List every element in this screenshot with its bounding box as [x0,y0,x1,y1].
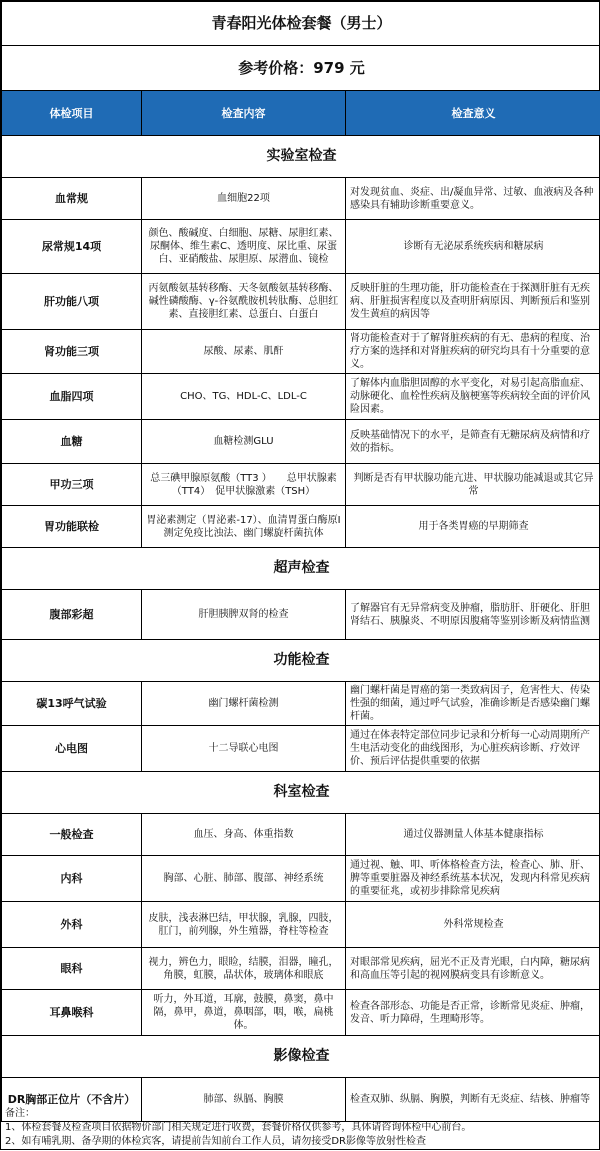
item-meaning: 用于各类胃癌的早期筛查 [346,506,600,548]
table-row [2,506,600,548]
package-title: 青春阳光体检套餐（男士） [2,2,600,46]
item-content: 总三碘甲腺原氨酸（TT3 ） 总甲状腺素（TT4） 促甲状腺激素（TSH） [142,464,346,506]
item-meaning: 通过视、触、叩、听体格检查方法，检查心、肺、肝、脾等重要脏器及神经系统基本状况，发现内科常见疾病的重要征兆，或初步排除常见疾病 [346,856,600,902]
item-name: 外科 [2,902,142,948]
table-row [2,948,600,990]
table-row [2,814,600,856]
item-name: 血常规 [2,178,142,220]
table-row [2,274,600,330]
item-name: 血脂四项 [2,374,142,420]
header-meaning: 检查意义 [346,91,600,136]
item-content: 肝胆胰脾双肾的检查 [142,590,346,640]
item-name: 胃功能联检 [2,506,142,548]
item-meaning: 通过仪器测量人体基本健康指标 [346,814,600,856]
item-meaning: 了解器官有无异常病变及肿瘤，脂肪肝、肝硬化、肝胆肾结石、胰腺炎、不明原因腹痛等鉴别诊断及病情监测 [346,590,600,640]
item-name: 肾功能三项 [2,330,142,374]
item-meaning: 肾功能检查对于了解肾脏疾病的有无、患病的程度、治疗方案的选择和对肾脏疾病的研究均具有十分重要的意义。 [346,330,600,374]
package-table [1,1,600,1122]
item-name: 心电图 [2,726,142,772]
table-row [2,464,600,506]
table-row [2,726,600,772]
item-meaning: 外科常规检查 [346,902,600,948]
item-meaning: 幽门螺杆菌是胃癌的第一类致病因子，危害性大、传染性强的细菌，通过呼气试验，准确诊断是否感染幽门螺杆菌。 [346,682,600,726]
table-row [2,682,600,726]
item-meaning: 对发现贫血、炎症、出/凝血异常、过敏、血液病及各种感染具有辅助诊断重要意义。 [346,178,600,220]
table-row [2,990,600,1036]
item-content: 颜色、酸碱度、白细胞、尿糖、尿胆红素、尿酮体、维生素C、透明度、尿比重、尿蛋白、亚硝酸盐、尿胆原、尿潜血、镜检 [142,220,346,274]
item-name: 碳13呼气试验 [2,682,142,726]
item-name: 血糖 [2,420,142,464]
item-name: 尿常规14项 [2,220,142,274]
item-meaning: 通过在体表特定部位同步记录和分析每一心动周期所产生电活动变化的曲线图形，为心脏疾病诊断、疗效评价、预后评估提供重要的依据 [346,726,600,772]
item-meaning: 判断是否有甲状腺功能亢进、甲状腺功能减退或其它异常 [346,464,600,506]
notes-label: 备注： [5,1107,597,1121]
header-item: 体检项目 [2,91,142,136]
item-meaning: 检查各部形态、功能是否正常，诊断常见炎症、肿瘤，发音、听力障碍，生理畸形等。 [346,990,600,1036]
table-row [2,374,600,420]
section-title-lab: 实验室检查 [2,136,600,178]
item-name: 眼科 [2,948,142,990]
item-content: 血细胞22项 [142,178,346,220]
item-meaning: 对眼部常见疾病，屈光不正及青光眼，白内障，糖尿病和高血压等引起的视网膜病变具有诊断意义。 [346,948,600,990]
package-price: 参考价格：979 元 [2,46,600,91]
item-meaning: 诊断有无泌尿系统疾病和糖尿病 [346,220,600,274]
notes-line-2: 2、如有哺乳期、备孕期的体检宾客，请提前告知前台工作人员，请勿接受DR影像等放射性检查 [5,1135,597,1149]
item-content: 听力，外耳道，耳廓，鼓膜，鼻窦，鼻中隔，鼻甲，鼻道，鼻咽部，咽，喉，扁桃体。 [142,990,346,1036]
notes-line-1: 1、体检套餐及检查项目依据物价部门相关规定进行收费，套餐价格仅供参考，具体请咨询体检中心前台。 [5,1121,597,1135]
section-title-function: 功能检查 [2,640,600,682]
table-row [2,178,600,220]
item-meaning: 了解体内血脂胆固醇的水平变化，对易引起高脂血症、动脉硬化、血栓性疾病及脑梗塞等疾病较全面的评价风险因素。 [346,374,600,420]
item-content: 皮肤，浅表淋巴结，甲状腺，乳腺，四肢，肛门，前列腺，外生殖器，脊柱等检查 [142,902,346,948]
table-row [2,902,600,948]
item-content: 肺部、纵膈、胸膜 [142,1078,346,1122]
table-row [2,420,600,464]
item-content: 视力，辨色力，眼睑，结膜，泪器，瞳孔，角膜，虹膜，晶状体，玻璃体和眼底 [142,948,346,990]
table-row [2,590,600,640]
item-content: CHO、TG、HDL-C、LDL-C [142,374,346,420]
item-meaning: 检查双肺、纵膈、胸膜，判断有无炎症、结核、肿瘤等 [346,1078,600,1122]
item-name: 一般检查 [2,814,142,856]
item-name: 肝功能八项 [2,274,142,330]
item-name: 内科 [2,856,142,902]
item-content: 胃泌素测定（胃泌素-17）、血清胃蛋白酶原I测定免疫比浊法、幽门螺旋杆菌抗体 [142,506,346,548]
item-content: 尿酸、尿素、肌酐 [142,330,346,374]
table-row [2,856,600,902]
section-title-imaging: 影像检查 [2,1036,600,1078]
notes [1,1105,600,1151]
item-name: 甲功三项 [2,464,142,506]
table-row [2,330,600,374]
item-meaning: 反映基础情况下的水平，是筛查有无糖尿病及病情和疗效的指标。 [346,420,600,464]
item-name: 腹部彩超 [2,590,142,640]
item-content: 幽门螺杆菌检测 [142,682,346,726]
item-name: 耳鼻喉科 [2,990,142,1036]
item-content: 血糖检测GLU [142,420,346,464]
item-content: 十二导联心电图 [142,726,346,772]
table-row [2,220,600,274]
section-title-ultrasound: 超声检查 [2,548,600,590]
item-content: 血压、身高、体重指数 [142,814,346,856]
item-name: DR胸部正位片（不含片） [2,1078,142,1122]
item-content: 胸部、心脏、肺部、腹部、神经系统 [142,856,346,902]
header-content: 检查内容 [142,91,346,136]
section-title-department: 科室检查 [2,772,600,814]
item-content: 丙氨酸氨基转移酶、天冬氨酸氨基转移酶、碱性磷酸酶、γ-谷氨酰胺机转肽酶、总胆红素、直接胆红素、总蛋白、白蛋白 [142,274,346,330]
item-meaning: 反映肝脏的生理功能，肝功能检查在于探测肝脏有无疾病、肝脏损害程度以及查明肝病原因、判断预后和鉴别发生黄疸的病因等 [346,274,600,330]
